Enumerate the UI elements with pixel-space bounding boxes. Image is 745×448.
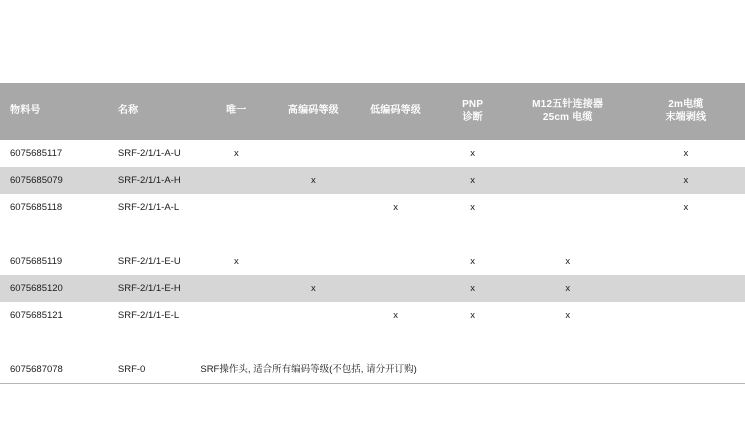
cell-pnp-diagnostic: x — [437, 194, 509, 221]
cell-m12-connector — [509, 167, 627, 194]
cell-low-coding-level: x — [354, 194, 436, 221]
cell-spacer — [509, 329, 627, 356]
cell-accessory-note: SRF操作头, 适合所有编码等级(不包括, 请分开订购) — [200, 356, 745, 384]
cell-spacer — [108, 329, 200, 356]
cell-spacer — [509, 221, 627, 248]
cell-low-coding-level — [354, 167, 436, 194]
cell-part-number: 6075687078 — [0, 356, 108, 384]
cell-high-coding-level — [272, 302, 354, 329]
column-header-m12-connector — [509, 83, 627, 140]
cell-spacer — [437, 329, 509, 356]
cell-unique — [200, 275, 272, 302]
column-header-low-coding-level — [354, 83, 436, 140]
cell-spacer — [354, 329, 436, 356]
column-header-part-number-line1: 物料号 — [10, 105, 41, 117]
column-header-high-coding-level — [272, 83, 354, 140]
column-header-name — [108, 83, 200, 140]
column-header-pnp-diagnostic-line2: 诊断 — [462, 111, 483, 123]
cell-2m-cable — [627, 275, 745, 302]
table-row — [0, 302, 745, 329]
cell-name: SRF-2/1/1-E-L — [108, 302, 200, 329]
cell-unique — [200, 167, 272, 194]
column-header-part-number — [0, 83, 108, 140]
cell-spacer — [354, 221, 436, 248]
column-header-low-coding-level-line1: 低编码等级 — [370, 105, 422, 117]
column-header-unique — [200, 83, 272, 140]
cell-part-number: 6075685121 — [0, 302, 108, 329]
cell-spacer — [272, 329, 354, 356]
cell-unique: x — [200, 140, 272, 167]
cell-low-coding-level — [354, 275, 436, 302]
cell-high-coding-level: x — [272, 167, 354, 194]
table-header — [0, 83, 745, 140]
column-header-pnp-diagnostic-line1: PNP — [462, 99, 484, 110]
column-header-2m-cable — [627, 83, 745, 140]
cell-pnp-diagnostic: x — [437, 167, 509, 194]
cell-spacer — [627, 329, 745, 356]
cell-name: SRF-2/1/1-E-U — [108, 248, 200, 275]
column-header-pnp-diagnostic — [437, 83, 509, 140]
cell-spacer — [272, 221, 354, 248]
product-variants-table — [0, 83, 745, 384]
cell-m12-connector — [509, 194, 627, 221]
table-row — [0, 248, 745, 275]
cell-unique — [200, 194, 272, 221]
cell-low-coding-level — [354, 248, 436, 275]
cell-m12-connector: x — [509, 275, 627, 302]
cell-2m-cable: x — [627, 140, 745, 167]
table-row-spacer — [0, 221, 745, 248]
column-header-unique-line1: 唯一 — [226, 105, 247, 117]
cell-spacer — [0, 221, 108, 248]
cell-spacer — [108, 221, 200, 248]
cell-low-coding-level — [354, 140, 436, 167]
cell-high-coding-level — [272, 194, 354, 221]
column-header-2m-cable-line1: 2m电缆 — [668, 99, 704, 110]
table-header-row — [0, 83, 745, 140]
cell-spacer — [437, 221, 509, 248]
cell-pnp-diagnostic: x — [437, 302, 509, 329]
cell-part-number: 6075685119 — [0, 248, 108, 275]
cell-pnp-diagnostic: x — [437, 248, 509, 275]
table-row — [0, 194, 745, 221]
cell-2m-cable — [627, 302, 745, 329]
table-row-accessory — [0, 356, 745, 384]
cell-pnp-diagnostic: x — [437, 275, 509, 302]
table-body — [0, 140, 745, 384]
table-row-spacer — [0, 329, 745, 356]
cell-pnp-diagnostic: x — [437, 140, 509, 167]
column-header-2m-cable-line2: 末端剥线 — [665, 111, 707, 123]
cell-name: SRF-0 — [108, 356, 200, 384]
cell-spacer — [627, 221, 745, 248]
cell-m12-connector: x — [509, 302, 627, 329]
cell-m12-connector — [509, 140, 627, 167]
column-header-m12-connector-line2: 25cm 电缆 — [542, 111, 593, 123]
cell-m12-connector: x — [509, 248, 627, 275]
table-row — [0, 275, 745, 302]
column-header-name-line1: 名称 — [117, 105, 139, 117]
cell-part-number: 6075685120 — [0, 275, 108, 302]
cell-name: SRF-2/1/1-E-H — [108, 275, 200, 302]
cell-spacer — [200, 221, 272, 248]
cell-unique: x — [200, 248, 272, 275]
cell-name: SRF-2/1/1-A-H — [108, 167, 200, 194]
cell-2m-cable: x — [627, 194, 745, 221]
cell-name: SRF-2/1/1-A-U — [108, 140, 200, 167]
cell-part-number: 6075685117 — [0, 140, 108, 167]
cell-spacer — [200, 329, 272, 356]
table-row — [0, 167, 745, 194]
cell-spacer — [0, 329, 108, 356]
cell-low-coding-level: x — [354, 302, 436, 329]
cell-high-coding-level — [272, 248, 354, 275]
cell-part-number: 6075685118 — [0, 194, 108, 221]
cell-high-coding-level: x — [272, 275, 354, 302]
cell-high-coding-level — [272, 140, 354, 167]
cell-name: SRF-2/1/1-A-L — [108, 194, 200, 221]
table-row — [0, 140, 745, 167]
cell-part-number: 6075685079 — [0, 167, 108, 194]
column-header-m12-connector-line1: M12五针连接器 — [532, 99, 604, 110]
cell-unique — [200, 302, 272, 329]
column-header-high-coding-level-line1: 高编码等级 — [287, 105, 339, 117]
cell-2m-cable — [627, 248, 745, 275]
cell-2m-cable: x — [627, 167, 745, 194]
